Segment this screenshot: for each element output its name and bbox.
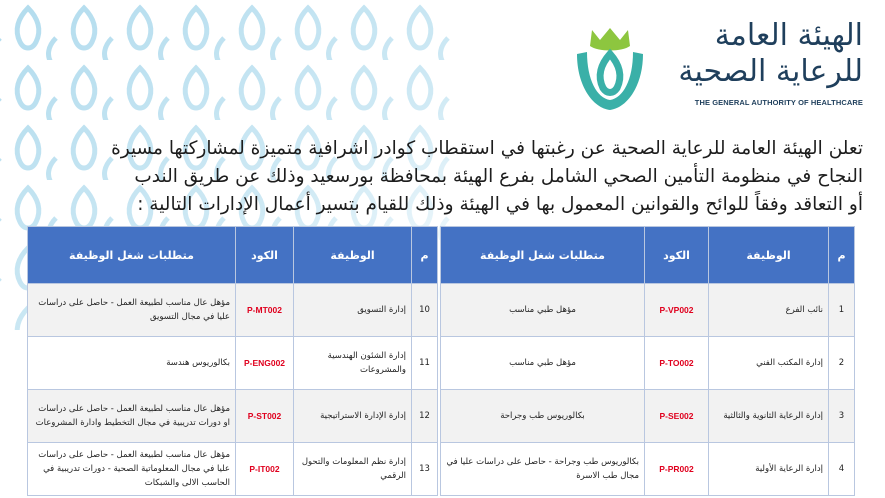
header-job: الوظيفة — [294, 227, 412, 284]
row-requirements: مؤهل طبي مناسب — [441, 337, 645, 390]
row-code: P-VP002 — [645, 284, 709, 337]
header-job: الوظيفة — [709, 227, 829, 284]
row-job: إدارة الرعاية الأولية — [709, 443, 829, 496]
table-row — [28, 337, 438, 390]
row-requirements: بكالوريوس هندسة — [28, 337, 236, 390]
row-num: 10 — [412, 284, 438, 337]
row-job: نائب الفرع — [709, 284, 829, 337]
row-job: إدارة التسويق — [294, 284, 412, 337]
row-code: P-IT002 — [236, 443, 294, 496]
row-code: P-ENG002 — [236, 337, 294, 390]
table-header-row — [441, 227, 855, 284]
announcement-line: النجاح في منظومة التأمين الصحي الشامل بفرع الهيئة بمحافظة بورسعيد وذلك عن طريق الندب — [134, 166, 863, 187]
row-job: إدارة المكتب الفني — [709, 337, 829, 390]
authority-logo — [563, 18, 863, 118]
header-requirements: متطلبات شغل الوظيفة — [441, 227, 645, 284]
row-code: P-ST002 — [236, 390, 294, 443]
logo-english-name: THE GENERAL AUTHORITY OF HEALTHCARE — [694, 98, 863, 107]
tulip-logo-icon — [567, 24, 653, 114]
table-row — [28, 284, 438, 337]
logo-arabic-line1: الهيئة العامة — [714, 18, 863, 53]
header-code: الكود — [645, 227, 709, 284]
announcement-line: أو التعاقد وفقاً للوائح والقوانين المعمول بها في الهيئة وذلك للقيام بتسير أعمال الإدارات التالية : — [137, 194, 863, 215]
header-code: الكود — [236, 227, 294, 284]
announcement-line: تعلن الهيئة العامة للرعاية الصحية عن رغبتها في استقطاب كوادر اشرافية متميزة لمشاركتها مسيرة — [111, 138, 863, 159]
row-code: P-TO002 — [645, 337, 709, 390]
announcement-text — [28, 135, 863, 219]
logo-arabic-line2: للرعاية الصحية — [678, 54, 863, 89]
row-num: 4 — [829, 443, 855, 496]
row-requirements: بكالوريوس طب وجراحة - حاصل على دراسات عليا في مجال طب الاسرة — [441, 443, 645, 496]
row-requirements: مؤهل عال مناسب لطبيعة العمل - حاصل على دراسات عليا في مجال المعلوماتية الصحية - دورات تدريبية في الحاسب الالى والشبكات — [28, 443, 236, 496]
row-num: 2 — [829, 337, 855, 390]
table-row — [441, 443, 855, 496]
row-job: إدارة الإدارة الاستراتيجية — [294, 390, 412, 443]
row-job: إدارة نظم المعلومات والتحول الرقمي — [294, 443, 412, 496]
header-num: م — [829, 227, 855, 284]
row-num: 3 — [829, 390, 855, 443]
row-requirements: مؤهل طبي مناسب — [441, 284, 645, 337]
row-requirements: مؤهل عال مناسب لطبيعة العمل - حاصل على دراسات او دورات تدريبية في مجال التخطيط وادارة المشروعات — [28, 390, 236, 443]
row-job: إدارة الشئون الهندسية والمشروعات — [294, 337, 412, 390]
row-num: 12 — [412, 390, 438, 443]
table-row — [441, 337, 855, 390]
table-row — [28, 390, 438, 443]
row-job: إدارة الرعاية الثانوية والثالثية — [709, 390, 829, 443]
table-row — [28, 443, 438, 496]
row-num: 11 — [412, 337, 438, 390]
row-code: P-SE002 — [645, 390, 709, 443]
row-code: P-PR002 — [645, 443, 709, 496]
row-code: P-MT002 — [236, 284, 294, 337]
jobs-table-left — [27, 226, 438, 496]
table-header-row — [28, 227, 438, 284]
jobs-table-right — [440, 226, 855, 496]
row-requirements: مؤهل عال مناسب لطبيعة العمل - حاصل على دراسات عليا في مجال التسويق — [28, 284, 236, 337]
header-num: م — [412, 227, 438, 284]
table-row — [441, 284, 855, 337]
header-requirements: متطلبات شغل الوظيفة — [28, 227, 236, 284]
row-num: 1 — [829, 284, 855, 337]
row-requirements: بكالوريوس طب وجراحة — [441, 390, 645, 443]
table-row — [441, 390, 855, 443]
row-num: 13 — [412, 443, 438, 496]
